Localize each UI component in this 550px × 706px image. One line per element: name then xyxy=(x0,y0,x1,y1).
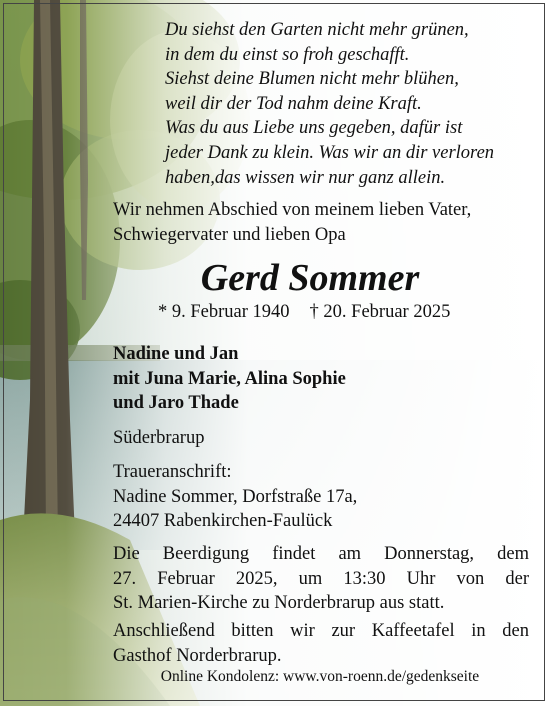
farewell-text xyxy=(113,198,471,247)
poem-line: Siehst deine Blumen nicht mehr blühen, xyxy=(165,69,459,90)
deceased-name: Gerd Sommer xyxy=(200,257,420,299)
poem-line: in dem du einst so froh geschafft. xyxy=(165,44,410,65)
death-date: † 20. Februar 2025 xyxy=(309,302,451,322)
birth-date: * 9. Februar 1940 xyxy=(158,302,290,322)
mourning-family xyxy=(113,342,346,416)
coffee-line: Anschließend bitten wir zur Kaffeetafel in den xyxy=(113,621,529,641)
poem-line: weil dir der Tod nahm deine Kraft. xyxy=(165,93,422,114)
memorial-poem xyxy=(165,18,525,190)
life-dates xyxy=(158,300,450,324)
coffee-info xyxy=(113,619,529,668)
farewell-line: Schwiegervater und lieben Opa xyxy=(113,224,346,245)
poem-line: Was du aus Liebe uns gegeben, dafür ist xyxy=(165,118,463,139)
farewell-line: Wir nehmen Abschied von meinem lieben Vater, xyxy=(113,200,472,220)
family-place: Süderbrarup xyxy=(113,428,205,448)
family-line: Nadine und Jan xyxy=(113,344,239,364)
family-line: mit Juna Marie, Alina Sophie xyxy=(113,368,346,389)
family-line: und Jaro Thade xyxy=(113,393,239,413)
poem-line: jeder Dank zu klein. Was wir an dir verloren xyxy=(165,142,495,163)
poem-line: haben,das wissen wir nur ganz allein. xyxy=(165,167,446,188)
funeral-line: St. Marien-Kirche zu Norderbrarup aus statt. xyxy=(113,593,445,613)
address-line: 24407 Rabenkirchen-Faulück xyxy=(113,511,333,531)
funeral-line: 27. Februar 2025, um 13:30 Uhr von der xyxy=(113,568,529,589)
funeral-line: Die Beerdigung findet am Donnerstag, dem xyxy=(113,544,529,564)
mourning-address xyxy=(113,460,357,534)
funeral-info xyxy=(113,542,529,616)
coffee-line: Gasthof Norderbrarup. xyxy=(113,645,282,666)
address-heading: Traueranschrift: xyxy=(113,462,232,482)
address-line: Nadine Sommer, Dorfstraße 17a, xyxy=(113,486,358,507)
online-condolence: Online Kondolenz: www.von-roenn.de/gedenkseite xyxy=(160,668,480,685)
poem-line: Du siehst den Garten nicht mehr grünen, xyxy=(165,20,469,40)
